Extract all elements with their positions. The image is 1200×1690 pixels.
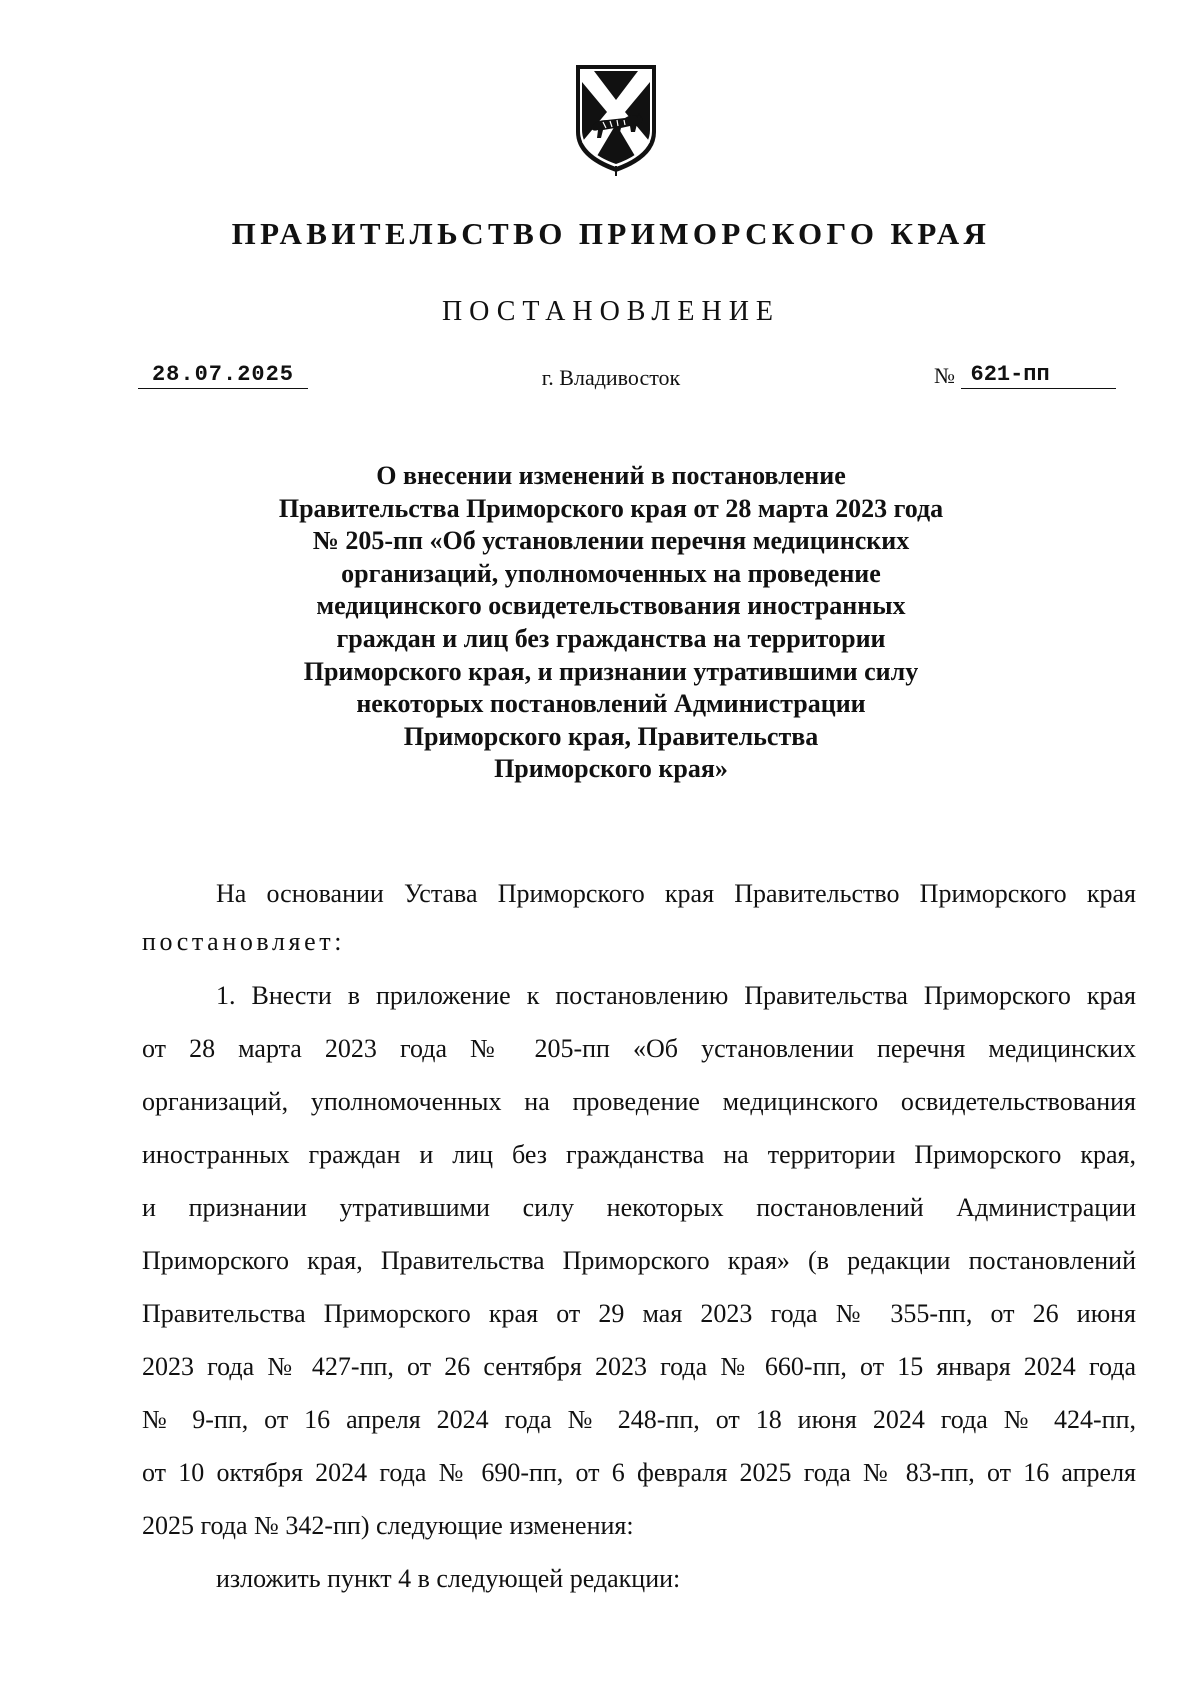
body-line: постановляет: (142, 927, 346, 956)
document-city: г. Владивосток (541, 365, 681, 390)
subject-line: Приморского края, Правительства (403, 721, 819, 751)
subject-line: организаций, уполномоченных на проведение (341, 558, 881, 588)
subject-line: Приморского края» (494, 754, 728, 784)
document-type: ПОСТАНОВЛЕНИЕ (441, 296, 781, 327)
body-line: № 9-пп, от 16 апреля 2024 года № 248-пп, от 18 июня 2024 года № 424-пп, (142, 1405, 1136, 1434)
number-sign: № (934, 363, 955, 388)
subject-line: граждан и лиц без гражданства на территории (336, 623, 886, 653)
body-line: 2025 года № 342-пп) следующие изменения: (142, 1511, 634, 1540)
body-line: и признании утратившими силу некоторых постановлений Администрации (142, 1193, 1136, 1222)
document-subject (0, 460, 1200, 786)
primorsky-krai-coat-of-arms-icon (573, 62, 659, 178)
body-line: 1. Внести в приложение к постановлению Правительства Приморского края (216, 981, 1136, 1010)
body-line: Приморского края, Правительства Приморского края» (в редакции постановлений (142, 1246, 1136, 1275)
subject-line: Приморского края, и признании утратившими силу (303, 656, 919, 686)
body-line: Правительства Приморского края от 29 мая 2023 года № 355-пп, от 26 июня (142, 1299, 1136, 1328)
subject-line: О внесении изменений в постановление (376, 461, 846, 490)
body-line: организаций, уполномоченных на проведение медицинского освидетельствования (142, 1087, 1136, 1116)
body-line: На основании Устава Приморского края Правительство Приморского края (216, 879, 1136, 908)
subject-line: некоторых постановлений Администрации (356, 689, 866, 719)
subject-line: № 205-пп «Об установлении перечня медицинских (312, 526, 910, 556)
subject-line: Правительства Приморского края от 28 марта 2023 года (278, 493, 944, 523)
organization-title: ПРАВИТЕЛЬСТВО ПРИМОРСКОГО КРАЯ (231, 216, 991, 251)
body-line: от 10 октября 2024 года № 690-пп, от 6 февраля 2025 года № 83-пп, от 16 апреля (142, 1458, 1136, 1487)
body-line: изложить пункт 4 в следующей редакции: (216, 1564, 681, 1593)
document-meta-row (0, 362, 1200, 402)
body-line: иностранных граждан и лиц без гражданства на территории Приморского края, (142, 1140, 1136, 1169)
number-value: 621-пп (961, 362, 1116, 389)
document-date: 28.07.2025 (138, 362, 308, 389)
subject-line: медицинского освидетельствования иностранных (316, 591, 906, 621)
body-line: от 28 марта 2023 года № 205-пп «Об установлении перечня медицинских (142, 1034, 1136, 1063)
body-line: 2023 года № 427-пп, от 26 сентября 2023 года № 660-пп, от 15 января 2024 года (142, 1352, 1136, 1381)
document-number (934, 362, 1116, 389)
